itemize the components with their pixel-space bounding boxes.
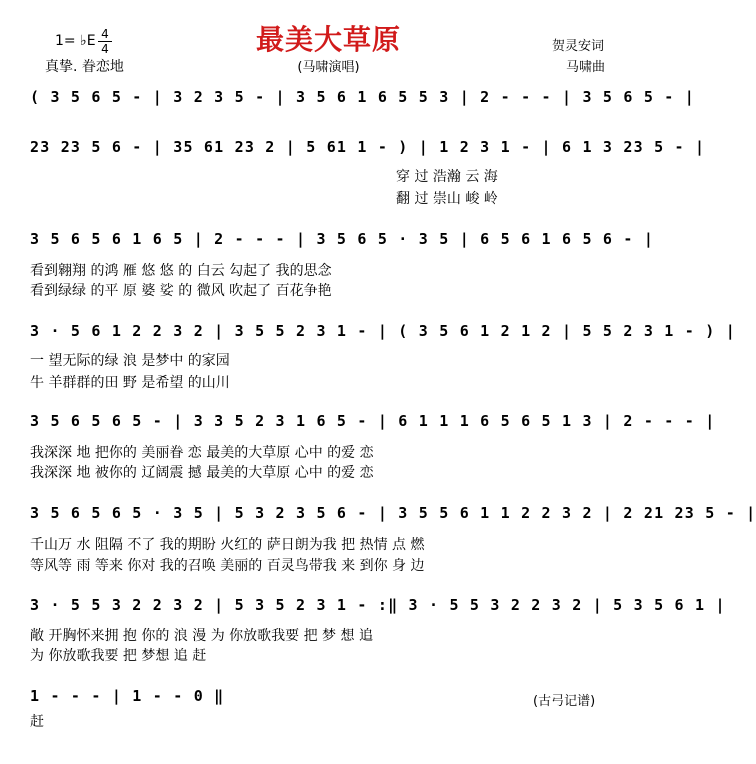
notation-line: 1 - - - | 1 - - 0 ‖ [30,687,225,705]
notation-line: 3 · 5 5 3 2 2 3 2 | 5 3 5 2 3 1 - :‖ 3 · 5 5 3 2 2 3 2 | 5 3 5 6 1 | [30,596,726,614]
lyric-verse-2: 翻 过 崇山 峻 岭 [396,191,498,207]
lyric-verse-1: 我深深 地 把你的 美丽眷 恋 最美的大草原 心中 的爱 恋 [30,445,374,461]
lyric-verse-1: 看到翱翔 的鸿 雁 悠 悠 的 白云 勾起了 我的思念 [30,263,332,279]
transcriber-note: (古弓记谱) [533,694,596,709]
page-title: 最美大草原 [255,23,401,56]
notation-line: 23 23 5 6 - | 35 61 23 2 | 5 61 1 - ) | 1 2 3 1 - | 6 1 3 23 5 - | [30,138,706,156]
key-signature: 1= ♭E [55,33,96,49]
lyric-verse-1: 赶 [30,714,44,730]
mood-marking: 真挚. 眷恋地 [45,59,124,75]
lyric-verse-2: 等风等 雨 等来 你对 我的召唤 美丽的 百灵鸟带我 来 到你 身 边 [30,558,425,574]
lyric-verse-2: 看到绿绿 的平 原 婆 娑 的 微风 吹起了 百花争艳 [30,283,332,299]
lyric-verse-1: 敞 开胸怀来拥 抱 你的 浪 漫 为 你放歌我要 把 梦 想 追 [30,628,373,644]
time-signature [98,28,112,55]
lyric-verse-1: 千山万 水 阻隔 不了 我的期盼 火红的 萨日朗为我 把 热情 点 燃 [30,537,425,553]
singer-credit: (马啸演唱) [297,60,360,75]
composer-credit: 马啸曲 [566,60,606,75]
time-signature-bottom: 4 [101,42,109,56]
notation-line: 3 5 6 5 6 5 · 3 5 | 5 3 2 3 5 6 - | 3 5 5 6 1 1 2 2 3 2 | 2 21 23 5 - | [30,504,756,522]
notation-line: ( 3 5 6 5 - | 3 2 3 5 - | 3 5 6 1 6 5 5 3 | 2 - - - | 3 5 6 5 - | [30,88,695,106]
lyric-verse-1: 一 望无际的绿 浪 是梦中 的家园 [30,353,230,369]
lyricist-credit: 贺灵安词 [552,39,605,54]
time-signature-top: 4 [101,27,109,41]
notation-line: 3 · 5 6 1 2 2 3 2 | 3 5 5 2 3 1 - | ( 3 5 6 1 2 1 2 | 5 5 2 3 1 - ) | [30,322,736,340]
notation-line: 3 5 6 5 6 1 6 5 | 2 - - - | 3 5 6 5 · 3 5 | 6 5 6 1 6 5 6 - | [30,230,655,248]
lyric-verse-2: 牛 羊群群的田 野 是希望 的山川 [30,375,230,391]
lyric-verse-1: 穿 过 浩瀚 云 海 [396,169,498,185]
lyric-verse-2: 为 你放歌我要 把 梦想 追 赶 [30,648,207,664]
notation-line: 3 5 6 5 6 5 - | 3 3 5 2 3 1 6 5 - | 6 1 1 1 6 5 6 5 1 3 | 2 - - - | [30,412,716,430]
lyric-verse-2: 我深深 地 被你的 辽阔震 撼 最美的大草原 心中 的爱 恋 [30,465,374,481]
